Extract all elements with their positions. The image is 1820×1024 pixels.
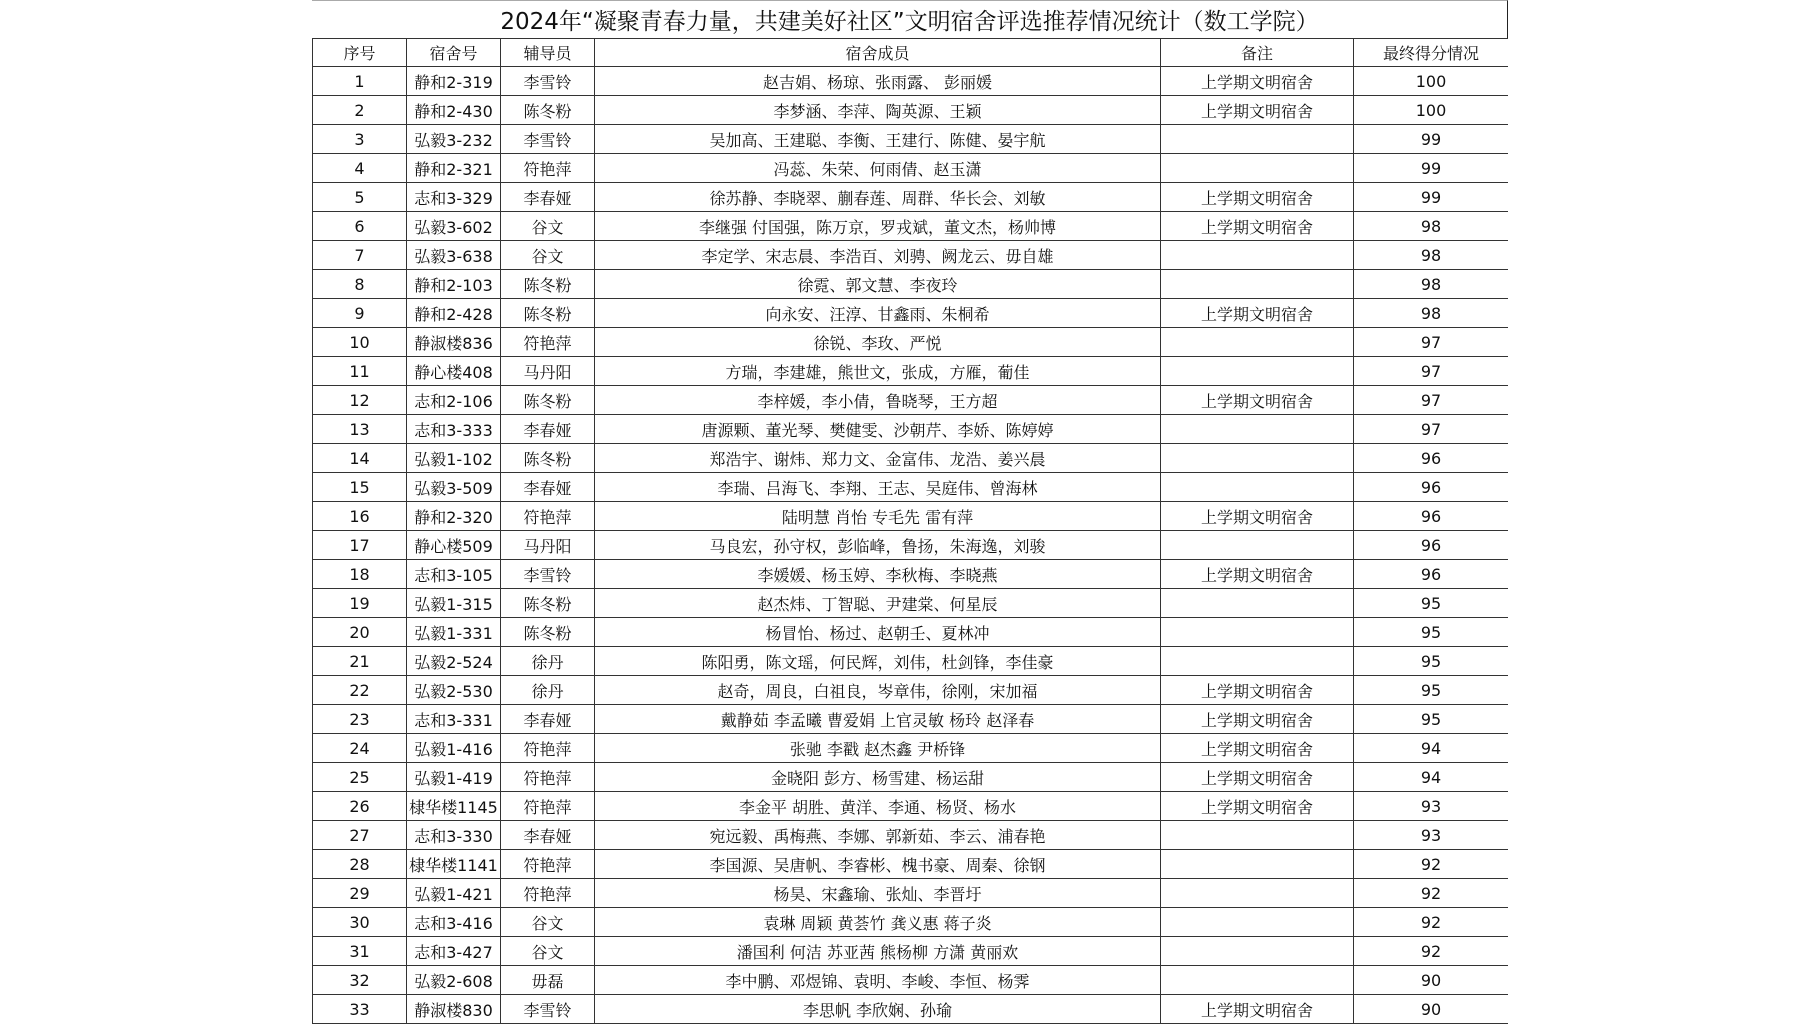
header-row — [313, 39, 1509, 67]
cell-room: 志和3-333 — [407, 415, 501, 444]
cell-index: 29 — [313, 879, 407, 908]
cell-members: 徐锐、李玫、严悦 — [595, 328, 1161, 357]
cell-index: 28 — [313, 850, 407, 879]
table-row — [313, 792, 1509, 821]
cell-room: 志和3-329 — [407, 183, 501, 212]
header-members: 宿舍成员 — [595, 39, 1161, 67]
cell-room: 棣华楼1141 — [407, 850, 501, 879]
cell-score: 98 — [1354, 270, 1509, 299]
cell-members: 李中鹏、邓煜锦、袁明、李峻、李恒、杨霁 — [595, 966, 1161, 995]
cell-index: 30 — [313, 908, 407, 937]
cell-room: 静心楼509 — [407, 531, 501, 560]
cell-counselor: 马丹阳 — [501, 531, 595, 560]
cell-score: 95 — [1354, 705, 1509, 734]
cell-counselor: 李雪铃 — [501, 125, 595, 154]
cell-members: 徐苏静、李晓翠、蒯春莲、周群、华长会、刘敏 — [595, 183, 1161, 212]
table-row — [313, 415, 1509, 444]
cell-room: 弘毅2-530 — [407, 676, 501, 705]
cell-members: 向永安、汪淳、甘鑫雨、朱桐希 — [595, 299, 1161, 328]
spreadsheet-page — [312, 0, 1508, 1024]
cell-members: 李瑞、吕海飞、李翔、王志、吴庭伟、曾海林 — [595, 473, 1161, 502]
cell-room: 静和2-321 — [407, 154, 501, 183]
cell-counselor: 符艳萍 — [501, 328, 595, 357]
cell-note: 上学期文明宿舍 — [1161, 299, 1354, 328]
table-row — [313, 676, 1509, 705]
cell-counselor: 陈冬粉 — [501, 299, 595, 328]
cell-score: 92 — [1354, 879, 1509, 908]
table-row — [313, 502, 1509, 531]
cell-note — [1161, 937, 1354, 966]
cell-index: 18 — [313, 560, 407, 589]
cell-note — [1161, 589, 1354, 618]
cell-note — [1161, 328, 1354, 357]
cell-room: 静淑楼830 — [407, 995, 501, 1024]
cell-room: 弘毅1-419 — [407, 763, 501, 792]
cell-index: 31 — [313, 937, 407, 966]
cell-room: 弘毅3-638 — [407, 241, 501, 270]
header-score: 最终得分情况 — [1354, 39, 1509, 67]
cell-counselor: 毋磊 — [501, 966, 595, 995]
cell-index: 4 — [313, 154, 407, 183]
table-row — [313, 560, 1509, 589]
table-row — [313, 879, 1509, 908]
cell-members: 潘国利 何洁 苏亚茜 熊杨柳 方潇 黄丽欢 — [595, 937, 1161, 966]
cell-members: 李思帆 李欣娴、孙瑜 — [595, 995, 1161, 1024]
cell-score: 95 — [1354, 647, 1509, 676]
cell-members: 赵奇，周良，白祖良，岑章伟，徐刚，宋加福 — [595, 676, 1161, 705]
cell-note — [1161, 444, 1354, 473]
cell-members: 李梓媛，李小倩，鲁晓琴，王方超 — [595, 386, 1161, 415]
table-row — [313, 647, 1509, 676]
cell-room: 志和3-105 — [407, 560, 501, 589]
cell-index: 22 — [313, 676, 407, 705]
cell-index: 27 — [313, 821, 407, 850]
cell-room: 棣华楼1145 — [407, 792, 501, 821]
table-row — [313, 386, 1509, 415]
table-row — [313, 270, 1509, 299]
cell-room: 静心楼408 — [407, 357, 501, 386]
cell-index: 2 — [313, 96, 407, 125]
cell-members: 李梦涵、李萍、陶英源、王颖 — [595, 96, 1161, 125]
cell-counselor: 陈冬粉 — [501, 270, 595, 299]
cell-room: 志和3-427 — [407, 937, 501, 966]
cell-note — [1161, 125, 1354, 154]
table-row — [313, 444, 1509, 473]
cell-index: 21 — [313, 647, 407, 676]
cell-members: 李金平 胡胜、黄洋、李通、杨贤、杨水 — [595, 792, 1161, 821]
cell-score: 98 — [1354, 241, 1509, 270]
cell-members: 宛远毅、禹梅燕、李娜、郭新茹、李云、浦春艳 — [595, 821, 1161, 850]
cell-room: 静和2-319 — [407, 67, 501, 96]
header-counselor: 辅导员 — [501, 39, 595, 67]
cell-room: 静淑楼836 — [407, 328, 501, 357]
cell-counselor: 符艳萍 — [501, 154, 595, 183]
cell-counselor: 陈冬粉 — [501, 444, 595, 473]
cell-index: 3 — [313, 125, 407, 154]
header-note: 备注 — [1161, 39, 1354, 67]
cell-room: 志和3-331 — [407, 705, 501, 734]
cell-counselor: 马丹阳 — [501, 357, 595, 386]
cell-counselor: 徐丹 — [501, 676, 595, 705]
cell-members: 陆明慧 肖怡 专毛先 雷有萍 — [595, 502, 1161, 531]
cell-note — [1161, 270, 1354, 299]
cell-note — [1161, 531, 1354, 560]
cell-index: 14 — [313, 444, 407, 473]
cell-index: 9 — [313, 299, 407, 328]
cell-score: 94 — [1354, 734, 1509, 763]
cell-score: 94 — [1354, 763, 1509, 792]
cell-index: 13 — [313, 415, 407, 444]
cell-counselor: 陈冬粉 — [501, 96, 595, 125]
table-row — [313, 125, 1509, 154]
cell-counselor: 李春娅 — [501, 705, 595, 734]
cell-index: 5 — [313, 183, 407, 212]
cell-note: 上学期文明宿舍 — [1161, 502, 1354, 531]
cell-score: 93 — [1354, 792, 1509, 821]
table-row — [313, 618, 1509, 647]
cell-members: 张驰 李戳 赵杰鑫 尹桥锋 — [595, 734, 1161, 763]
cell-note: 上学期文明宿舍 — [1161, 386, 1354, 415]
cell-note: 上学期文明宿舍 — [1161, 995, 1354, 1024]
cell-counselor: 谷文 — [501, 908, 595, 937]
cell-members: 金晓阳 彭方、杨雪建、杨运甜 — [595, 763, 1161, 792]
cell-note — [1161, 154, 1354, 183]
cell-members: 李定学、宋志晨、李浩百、刘骋、阙龙云、毋自雄 — [595, 241, 1161, 270]
cell-score: 92 — [1354, 937, 1509, 966]
cell-score: 96 — [1354, 531, 1509, 560]
table-row — [313, 154, 1509, 183]
cell-score: 99 — [1354, 183, 1509, 212]
cell-note: 上学期文明宿舍 — [1161, 734, 1354, 763]
cell-counselor: 谷文 — [501, 241, 595, 270]
table-row — [313, 734, 1509, 763]
cell-index: 12 — [313, 386, 407, 415]
table-row — [313, 473, 1509, 502]
cell-note — [1161, 821, 1354, 850]
cell-note — [1161, 908, 1354, 937]
cell-note — [1161, 647, 1354, 676]
cell-note — [1161, 850, 1354, 879]
cell-counselor: 谷文 — [501, 937, 595, 966]
cell-index: 26 — [313, 792, 407, 821]
cell-score: 96 — [1354, 560, 1509, 589]
cell-index: 25 — [313, 763, 407, 792]
cell-score: 97 — [1354, 357, 1509, 386]
table-row — [313, 821, 1509, 850]
cell-index: 15 — [313, 473, 407, 502]
cell-counselor: 李春娅 — [501, 415, 595, 444]
cell-score: 95 — [1354, 589, 1509, 618]
cell-index: 17 — [313, 531, 407, 560]
cell-counselor: 李春娅 — [501, 473, 595, 502]
cell-index: 10 — [313, 328, 407, 357]
cell-room: 静和2-320 — [407, 502, 501, 531]
cell-score: 95 — [1354, 676, 1509, 705]
cell-index: 11 — [313, 357, 407, 386]
cell-room: 弘毅1-416 — [407, 734, 501, 763]
table-row — [313, 212, 1509, 241]
cell-members: 赵吉娟、杨琼、张雨露、 彭丽媛 — [595, 67, 1161, 96]
cell-score: 100 — [1354, 67, 1509, 96]
cell-note: 上学期文明宿舍 — [1161, 183, 1354, 212]
cell-members: 李媛媛、杨玉婷、李秋梅、李晓燕 — [595, 560, 1161, 589]
cell-counselor: 徐丹 — [501, 647, 595, 676]
cell-score: 98 — [1354, 212, 1509, 241]
cell-score: 90 — [1354, 966, 1509, 995]
cell-room: 志和3-416 — [407, 908, 501, 937]
cell-score: 97 — [1354, 386, 1509, 415]
cell-members: 赵杰炜、丁智聪、尹建棠、何星辰 — [595, 589, 1161, 618]
cell-note: 上学期文明宿舍 — [1161, 705, 1354, 734]
cell-note — [1161, 357, 1354, 386]
cell-room: 静和2-103 — [407, 270, 501, 299]
cell-score: 100 — [1354, 96, 1509, 125]
cell-room: 弘毅1-102 — [407, 444, 501, 473]
cell-room: 弘毅3-232 — [407, 125, 501, 154]
cell-members: 陈阳勇，陈文瑶，何民辉，刘伟，杜剑锋，李佳豪 — [595, 647, 1161, 676]
cell-members: 冯蕊、朱荣、何雨倩、赵玉潇 — [595, 154, 1161, 183]
cell-counselor: 符艳萍 — [501, 763, 595, 792]
cell-score: 90 — [1354, 995, 1509, 1024]
cell-index: 24 — [313, 734, 407, 763]
table-row — [313, 241, 1509, 270]
cell-note: 上学期文明宿舍 — [1161, 792, 1354, 821]
cell-room: 弘毅1-331 — [407, 618, 501, 647]
sheet-title: 2024年“凝聚青春力量，共建美好社区”文明宿舍评选推荐情况统计（数工学院） — [312, 0, 1508, 38]
cell-room: 弘毅1-421 — [407, 879, 501, 908]
table-row — [313, 183, 1509, 212]
header-room: 宿舍号 — [407, 39, 501, 67]
cell-room: 弘毅3-602 — [407, 212, 501, 241]
cell-room: 静和2-430 — [407, 96, 501, 125]
table-row — [313, 995, 1509, 1024]
cell-score: 99 — [1354, 154, 1509, 183]
cell-note — [1161, 473, 1354, 502]
cell-note: 上学期文明宿舍 — [1161, 676, 1354, 705]
cell-score: 93 — [1354, 821, 1509, 850]
header-index: 序号 — [313, 39, 407, 67]
cell-note: 上学期文明宿舍 — [1161, 560, 1354, 589]
cell-members: 徐霓、郭文慧、李夜玲 — [595, 270, 1161, 299]
cell-room: 弘毅2-608 — [407, 966, 501, 995]
cell-index: 32 — [313, 966, 407, 995]
cell-members: 马良宏，孙守权，彭临峰，鲁扬，朱海逸，刘骏 — [595, 531, 1161, 560]
cell-room: 志和3-330 — [407, 821, 501, 850]
cell-members: 郑浩宇、谢炜、郑力文、金富伟、龙浩、姜兴晨 — [595, 444, 1161, 473]
table-row — [313, 357, 1509, 386]
cell-index: 16 — [313, 502, 407, 531]
cell-counselor: 陈冬粉 — [501, 386, 595, 415]
cell-score: 98 — [1354, 299, 1509, 328]
cell-score: 96 — [1354, 502, 1509, 531]
cell-counselor: 符艳萍 — [501, 502, 595, 531]
cell-members: 吴加高、王建聪、李衡、王建行、陈健、晏宇航 — [595, 125, 1161, 154]
cell-counselor: 陈冬粉 — [501, 618, 595, 647]
table-row — [313, 966, 1509, 995]
cell-score: 96 — [1354, 444, 1509, 473]
cell-members: 李继强 付国强，陈万京，罗戎斌，董文杰，杨帅博 — [595, 212, 1161, 241]
cell-room: 弘毅3-509 — [407, 473, 501, 502]
cell-counselor: 李春娅 — [501, 821, 595, 850]
cell-counselor: 李春娅 — [501, 183, 595, 212]
cell-score: 99 — [1354, 125, 1509, 154]
cell-index: 7 — [313, 241, 407, 270]
cell-note: 上学期文明宿舍 — [1161, 212, 1354, 241]
cell-counselor: 符艳萍 — [501, 850, 595, 879]
cell-note — [1161, 415, 1354, 444]
cell-counselor: 李雪铃 — [501, 560, 595, 589]
cell-index: 33 — [313, 995, 407, 1024]
cell-members: 袁琳 周颖 黄荟竹 龚义惠 蒋子炎 — [595, 908, 1161, 937]
table-row — [313, 299, 1509, 328]
cell-note — [1161, 966, 1354, 995]
cell-index: 8 — [313, 270, 407, 299]
cell-room: 弘毅1-315 — [407, 589, 501, 618]
table-row — [313, 908, 1509, 937]
table-body — [313, 67, 1509, 1024]
cell-index: 20 — [313, 618, 407, 647]
cell-counselor: 李雪铃 — [501, 67, 595, 96]
cell-index: 1 — [313, 67, 407, 96]
cell-score: 92 — [1354, 908, 1509, 937]
cell-score: 97 — [1354, 415, 1509, 444]
cell-counselor: 陈冬粉 — [501, 589, 595, 618]
cell-counselor: 符艳萍 — [501, 734, 595, 763]
cell-note: 上学期文明宿舍 — [1161, 763, 1354, 792]
cell-members: 杨昊、宋鑫瑜、张灿、李晋圩 — [595, 879, 1161, 908]
cell-note — [1161, 879, 1354, 908]
cell-counselor: 符艳萍 — [501, 792, 595, 821]
cell-index: 23 — [313, 705, 407, 734]
cell-members: 戴静茹 李孟曦 曹爱娟 上官灵敏 杨玲 赵泽春 — [595, 705, 1161, 734]
cell-counselor: 李雪铃 — [501, 995, 595, 1024]
dorm-table — [312, 38, 1508, 1024]
cell-counselor: 符艳萍 — [501, 879, 595, 908]
cell-room: 静和2-428 — [407, 299, 501, 328]
cell-room: 弘毅2-524 — [407, 647, 501, 676]
cell-score: 95 — [1354, 618, 1509, 647]
cell-members: 杨冒怡、杨过、赵朝壬、夏林冲 — [595, 618, 1161, 647]
table-row — [313, 328, 1509, 357]
table-row — [313, 850, 1509, 879]
cell-members: 方瑞，李建雄，熊世文，张成，方雁，葡佳 — [595, 357, 1161, 386]
cell-note: 上学期文明宿舍 — [1161, 67, 1354, 96]
cell-score: 97 — [1354, 328, 1509, 357]
cell-note: 上学期文明宿舍 — [1161, 96, 1354, 125]
table-row — [313, 937, 1509, 966]
cell-index: 19 — [313, 589, 407, 618]
table-row — [313, 96, 1509, 125]
table-row — [313, 763, 1509, 792]
cell-counselor: 谷文 — [501, 212, 595, 241]
table-row — [313, 67, 1509, 96]
cell-members: 李国源、吴唐帆、李睿彬、槐书豪、周秦、徐钢 — [595, 850, 1161, 879]
cell-note — [1161, 241, 1354, 270]
cell-score: 92 — [1354, 850, 1509, 879]
table-row — [313, 531, 1509, 560]
table-row — [313, 705, 1509, 734]
cell-members: 唐源颗、董光琴、樊健雯、沙朝芹、李娇、陈婷婷 — [595, 415, 1161, 444]
table-row — [313, 589, 1509, 618]
cell-room: 志和2-106 — [407, 386, 501, 415]
cell-index: 6 — [313, 212, 407, 241]
cell-score: 96 — [1354, 473, 1509, 502]
cell-note — [1161, 618, 1354, 647]
